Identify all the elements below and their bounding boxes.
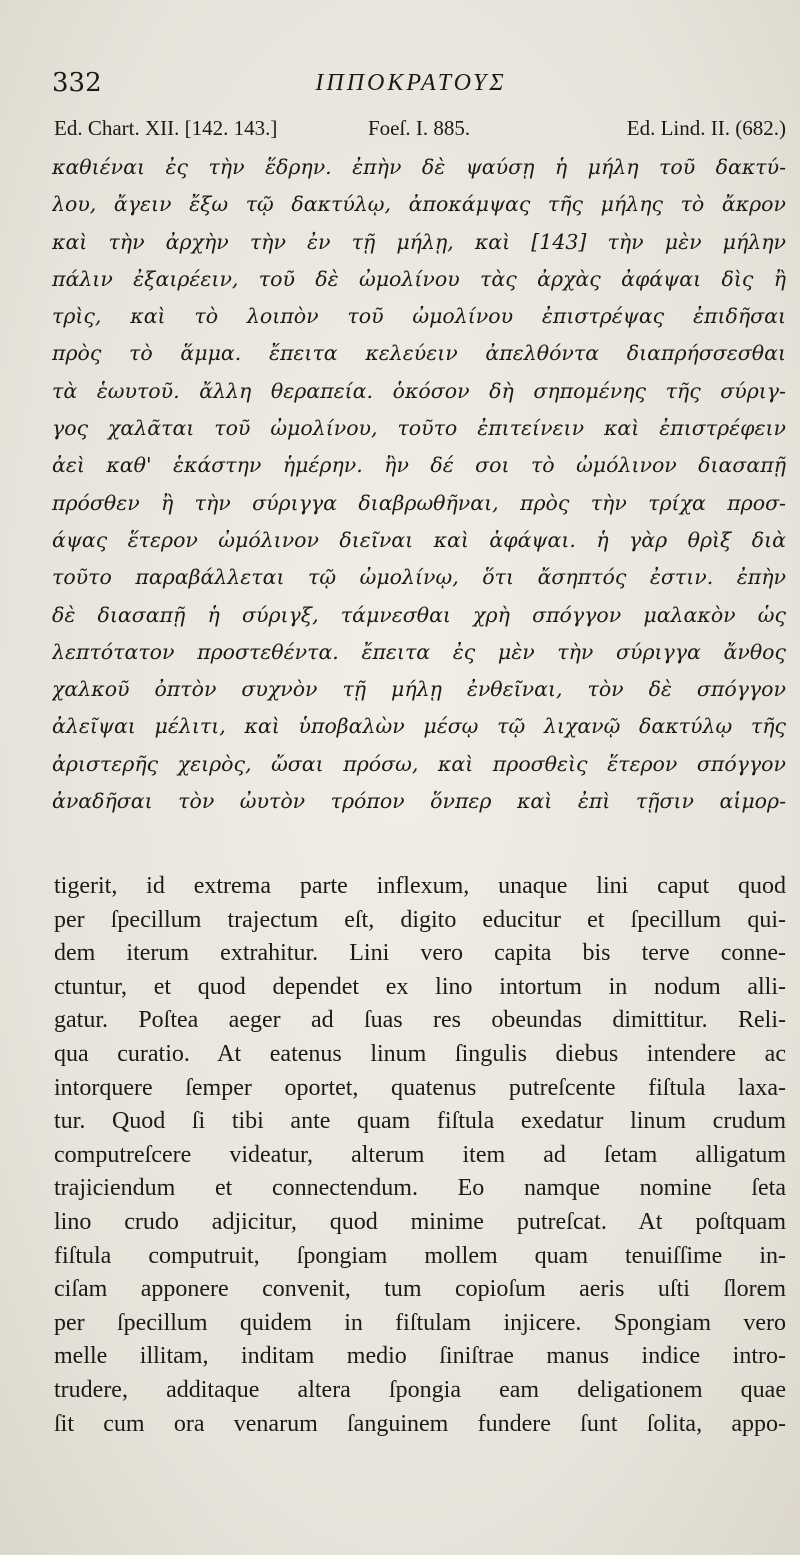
greek-line: λεπτότατον προστεθέντα. ἔπειτα ἐς μὲν τὴν σύριγγα ἄνθος: [52, 639, 786, 664]
greek-line: χαλκοῦ ὀπτὸν συχνὸν τῇ μήλῃ ἐνθεῖναι, τὸν δὲ σπόγγον: [52, 677, 786, 702]
latin-line: gatur. Poſtea aeger ad ſuas res obeundas dimittitur. Reli-: [54, 1007, 786, 1034]
running-title: ΙΠΠΟΚΡΑΤΟΥΣ: [315, 70, 507, 96]
page-header: [52, 68, 770, 108]
latin-line: per ſpecillum trajectum eſt, digito educitur et ſpecillum qui-: [54, 906, 786, 933]
edition-chartier: Ed. Chart. XII. [142. 143.]: [54, 116, 278, 140]
greek-line: τρὶς, καὶ τὸ λοιπὸν τοῦ ὠμολίνου ἐπιστρέψας ἐπιδῆσαι: [52, 304, 786, 329]
edition-references: [54, 116, 786, 146]
latin-line: fiſtula computruit, ſpongiam mollem quam tenuiſſime in-: [54, 1242, 786, 1269]
greek-line: άψας ἕτερον ὠμόλινον διεῖναι καὶ ἀφάψαι. ἡ γὰρ θρὶξ διὰ: [52, 527, 786, 552]
greek-line: ἀλεῖψαι μέλιτι, καὶ ὑποβαλὼν μέσῳ τῷ λιχανῷ δακτύλῳ τῆς: [52, 714, 786, 739]
greek-line: ἀναδῆσαι τὸν ὠυτὸν τρόπον ὅνπερ καὶ ἐπὶ τῇσιν αἱμορ-: [52, 789, 786, 814]
page-number: 332: [52, 68, 102, 98]
greek-line: ἀριστερῆς χειρὸς, ὤσαι πρόσω, καὶ προσθεὶς ἕτερον σπόγγον: [52, 751, 786, 776]
greek-line: δὲ διασαπῇ ἡ σύριγξ, τάμνεσθαι χρὴ σπόγγον μαλακὸν ὡς: [52, 602, 786, 627]
greek-line: πρὸς τὸ ἅμμα. ἔπειτα κελεύειν ἀπελθόντα διαπρήσσεσθαι: [52, 341, 786, 366]
latin-line: tur. Quod ſi tibi ante quam fiſtula exedatur linum crudum: [54, 1108, 786, 1135]
greek-line: πάλιν ἐξαιρέειν, τοῦ δὲ ὠμολίνου τὰς ἀρχὰς ἀφάψαι δὶς ἢ: [52, 266, 786, 291]
latin-translation: [54, 870, 786, 1441]
greek-line: καὶ τὴν ἀρχὴν τὴν ἐν τῇ μήλῃ, καὶ [143] τὴν μὲν μήλην: [52, 229, 786, 254]
edition-foes: Foeſ. I. 885.: [368, 116, 471, 140]
latin-line: trudere, additaque altera ſpongia eam deligationem quae: [54, 1376, 786, 1403]
latin-line: ſit cum ora venarum ſanguinem fundere ſunt ſolita, appo-: [54, 1410, 786, 1437]
greek-text: [52, 149, 786, 820]
latin-line: melle illitam, inditam medio ſiniſtrae manus indice intro-: [54, 1343, 786, 1370]
latin-line: computreſcere videatur, alterum item ad ſetam alligatum: [54, 1141, 786, 1168]
greek-line: πρόσθεν ἢ τὴν σύριγγα διαβρωθῆναι, πρὸς τὴν τρίχα προσ-: [52, 490, 786, 515]
greek-line: τὰ ἑωυτοῦ. ἄλλη θεραπεία. ὁκόσον δὴ σηπομένης τῆς σύριγ-: [52, 378, 786, 403]
latin-line: tigerit, id extrema parte inflexum, unaque lini caput quod: [54, 873, 786, 899]
latin-line: per ſpecillum quidem in fiſtulam injicere. Spongiam vero: [54, 1309, 786, 1336]
greek-line: καθιέναι ἐς τὴν ἕδρην. ἐπὴν δὲ ψαύσῃ ἡ μήλη τοῦ δακτύ-: [52, 155, 786, 179]
edition-linden: Ed. Lind. II. (682.): [626, 116, 786, 140]
greek-line: τοῦτο παραβάλλεται τῷ ὠμολίνῳ, ὅτι ἄσηπτός ἐστιν. ἐπὴν: [52, 565, 786, 590]
latin-line: trajiciendum et connectendum. Eo namque nomine ſeta: [54, 1175, 786, 1202]
latin-line: dem iterum extrahitur. Lini vero capita bis terve conne-: [54, 940, 786, 967]
latin-line: lino crudo adjicitur, quod minime putreſcat. At poſtquam: [54, 1208, 786, 1235]
latin-line: intorquere ſemper oportet, quatenus putreſcente fiſtula laxa-: [54, 1074, 786, 1101]
latin-line: qua curatio. At eatenus linum ſingulis diebus intendere ac: [54, 1040, 786, 1067]
greek-line: ἀεὶ καθ' ἑκάστην ἡμέρην. ἢν δέ σοι τὸ ὠμόλινον διασαπῇ: [52, 453, 786, 478]
greek-line: λου, ἄγειν ἔξω τῷ δακτύλῳ, ἀποκάμψας τῆς μήλης τὸ ἄκρον: [52, 192, 786, 217]
greek-line: γος χαλᾶται τοῦ ὠμολίνου, τοῦτο ἐπιτείνειν καὶ ἐπιστρέφειν: [52, 416, 786, 441]
latin-line: ctuntur, et quod dependet ex lino intortum in nodum alli-: [54, 973, 786, 1000]
latin-line: ciſam apponere convenit, tum copioſum aeris uſti ſlorem: [54, 1276, 786, 1303]
